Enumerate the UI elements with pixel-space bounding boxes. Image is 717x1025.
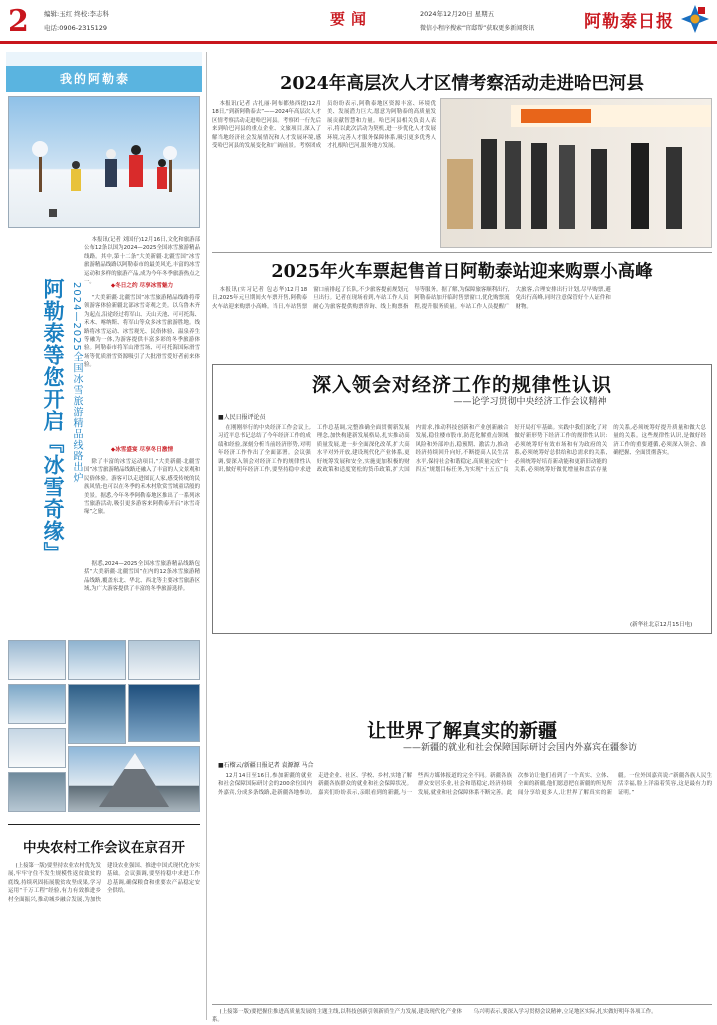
article-2-headline: 2025年火车票起售首日阿勒泰站迎来购票小高峰 <box>271 262 653 282</box>
left-subhead-2: ◆冰雪盛宴 尽享冬日激情 <box>110 447 174 453</box>
bottom-continuation-left: (上接第一版)要把握住推进高质量发展的主题主线,以科技创新引领新质生产力发展,建设现代化产业体系。 <box>212 1009 462 1024</box>
left-paragraph-3: 据悉,2024—2025全国冰雪旅游精品线路包括“大美新疆·北疆雪国”在内的12条冰雪旅游精品线路,覆盖东北、华北、西北等主要冰雪旅游区域,为广大游客提供了丰富的冬季旅游选择。 <box>84 561 200 593</box>
vertical-headline: 阿勒泰等您开启『冰雪奇缘』 <box>41 278 66 564</box>
photo-snow-field <box>8 728 66 768</box>
photo-snow-peak <box>128 640 200 680</box>
article-3-headline: 深入领会对经济工作的规律性认识 <box>311 374 612 396</box>
skiers-photo <box>8 96 200 228</box>
vertical-subheadline: 2024—2025全国冰雪旅游精品线路出炉 <box>71 282 82 484</box>
left-paragraph-2: 除了丰富的冰雪运动项目,“大美新疆·北疆雪国”冰雪旅游精品线路还融入了丰富的人文景观和民俗体验。游客可以走进图瓦人家,感受传统的民族风情;也可以在冬季的禾木村欣赏雪域童话般的美景。据悉,今年冬季阿勒泰地区推出了一系列冰雪旅游活动,吸引更多游客来阿勒泰开启“冰雪奇缘”之旅。 <box>84 459 200 516</box>
wechat-line: 微信小程序搜索“官邸帮”获取更多新闻资讯 <box>420 25 535 32</box>
photo-ice-rink <box>128 684 200 742</box>
article-4-subheadline: ——新疆的就业和社会保障国际研讨会国内外嘉宾在疆参访 <box>402 743 637 753</box>
article-4-byline: ■石榴云/新疆日报记者 袁源源 马合 <box>218 762 314 769</box>
photo-frost-trees <box>68 684 126 744</box>
photo-snow-village <box>8 640 66 680</box>
article-3-subheadline: ——论学习贯彻中央经济工作会议精神 <box>453 397 607 407</box>
photo-snow-forest <box>8 684 66 724</box>
section-title: 要闻 <box>330 10 373 28</box>
column-divider <box>206 52 207 1020</box>
left-paragraph-1: “大美新疆·北疆雪国”冰雪旅游精品线路将带领游客体验新疆北部冰雪奇观之美。以乌鲁木齐为起点,沿途经过将军山、天山天池、可可托海、禾木、喀纳斯、将军山等众多冰雪旅游胜地。线路将冰雪运动、冰雪观光、民俗体验、温泉养生等融为一体,为游客提供丰富多彩的冬季旅游体验。阿勒泰市将军山滑雪场、可可托海国际滑雪场等优质滑雪资源吸引了大批滑雪爱好者前来体验。 <box>84 295 200 369</box>
article-3-text: 在刚刚举行的中央经济工作会议上,习近平总书记总结了今年经济工作的成绩和经验,深刻分析当前经济形势,对明年经济工作作出了全面部署。会议强调,要深入领会对经济工作的规律性认识,做好明年经济工作,要坚持稳中求进工作总基调,完整准确全面贯彻新发展理念,加快构建新发展格局,扎实推动高质量发展,进一步全面深化改革,扩大高水平对外开放,建设现代化产业体系,更好统筹发展和安全,实施更加积极的财政政策和适度宽松的货币政策,扩大国内需求,推动科技创新和产业创新融合发展,稳住楼市股市,防范化解重点领域风险和外部冲击,稳预期、激活力,推动经济持续回升向好,不断提高人民生活水平,保持社会和谐稳定,高质量完成“十四五”规划目标任务,为实现“十五五”良好开局打牢基础。实践中我们深化了对做好新形势下经济工作的规律性认识:必须统筹好有效市场和有为政府的关系,必须统筹好总供给和总需求的关系,必须统筹好培育新动能和更新旧动能的关系,必须统筹好做优增量和盘活存量的关系,必须统筹好提升质量和做大总量的关系。这些规律性认识,是做好经济工作的重要遵循,必须深入领会、准确把握、全面贯彻落实。 <box>218 425 706 474</box>
article-1-headline: 2024年高层次人才区情考察活动走进哈巴河县 <box>280 74 644 94</box>
article-4-text: 12月14日至16日,参加新疆的就业和社会保障国际研讨会的200余位国内外嘉宾,分成多条线路,赴新疆各地参访,走进企业、社区、学校、乡村,实地了解新疆各族群众的就业和社会保障状况。嘉宾们纷纷表示,亲眼看到的新疆,与一些西方媒体报道的完全不同。新疆各族群众安居乐业,社会和谐稳定,经济持续发展,就业和社会保障体系不断完善。此次参访让他们看到了一个真实、立体、全面的新疆,他们愿意把在新疆的所见所闻分享给更多人,让世界了解真实的新疆。一位外国嘉宾说:“新疆各族人民生活幸福,脸上洋溢着笑容,这是最有力的证明。” <box>218 773 712 796</box>
left-byline: 本报讯(记者 刘国仔)12月16日,文化和旅游部公布12条以国为2024—2025全国冰雪旅游精品线路。其中,第十二条“大美新疆·北疆雪国”冰雪旅游精品线路以阿勒泰市的最美风光,丰富的冰雪运动和多样的旅游产品,成为今年冬季旅游热点之一。 <box>84 237 200 286</box>
date-line: 2024年12月20日 星期五 <box>420 10 495 18</box>
photo-snow-hut <box>8 772 66 812</box>
photo-ice-lake <box>68 640 126 680</box>
left-bottom-text: (上接第一版)要坚持农业农村优先发展,牢牢守住不发生规模性返贫致贫的底线,持续巩固拓展脱贫攻坚成果,学习运用“千万工程”经验,有力有效推进乡村全面振兴,推动城乡融合发展,为加快建设农业强国、推进中国式现代化夯实基础。会议强调,要坚持稳中求进工作总基调,确保粮食和重要农产品稳定安全供给。 <box>8 863 200 903</box>
left-bottom-headline: 中央农村工作会议在京召开 <box>23 840 185 856</box>
article-4-headline: 让世界了解真实的新疆 <box>366 720 557 742</box>
article-2-text: 本报讯(实习记者 包志华)12月18日,2025年元旦期间火车票开售,阿勒泰火车站迎来购票小高峰。当日,车站售票窗口前排起了长队,不少旅客提前规划元旦出行。记者在现场看到,车站工作人员耐心为旅客提供购票咨询、线上购票指导等服务。据了解,为保障旅客顺利出行,阿勒泰站加开临时售票窗口,优化购票流程,提升服务质量。车站工作人员提醒广大旅客,合理安排出行计划,尽早购票,避免出行高峰,同时注意保管好个人证件和财物。 <box>212 287 611 310</box>
article-1-text: 本报讯(记者 古扎丽·阿布都热西提)12月18日,“到新阿勒泰去”——2024年高层次人才区情考察活动走进哈巴河县。考察团一行先后来到哈巴河县的重点企业、文旅项目,深入了解当地经济社会发展情况和人才发展环境,感受哈巴河县的发展变化和广阔前景。考察团成员纷纷表示,阿勒泰地区资源丰富、环境优美、发展潜力巨大,愿意为阿勒泰的高质量发展贡献智慧和力量。哈巴河县相关负责人表示,将以此次活动为契机,进一步优化人才发展环境,完善人才服务保障体系,吸引更多优秀人才扎根哈巴河,服务地方发展。 <box>212 101 436 150</box>
left-subhead-1: ◆冬日之约 尽享冰雪魅力 <box>110 283 174 289</box>
article-1-photo <box>440 98 712 248</box>
page-number: 2 <box>8 4 29 39</box>
bottom-continuation-right: 乌兴明表示,要深入学习贯彻会议精神,立足地区实际,扎实做好明年各项工作。 <box>473 1009 657 1015</box>
phone-line: 电话:0906-2315129 <box>44 24 108 32</box>
column-tag: 我的阿勒泰 <box>60 72 131 86</box>
article-3-source: ■人民日报评论员 <box>218 414 266 421</box>
article-3-end: (新华社北京12月15日电) <box>630 622 693 628</box>
left-top-strip <box>6 52 202 66</box>
newspaper-brand: 阿勒泰日报 <box>584 12 674 32</box>
page-header <box>0 0 717 44</box>
brand-logo-icon <box>680 4 710 34</box>
photo-rock-mountain <box>68 746 200 812</box>
editor-line: 编辑:玉红 终校:李志科 <box>44 10 109 18</box>
